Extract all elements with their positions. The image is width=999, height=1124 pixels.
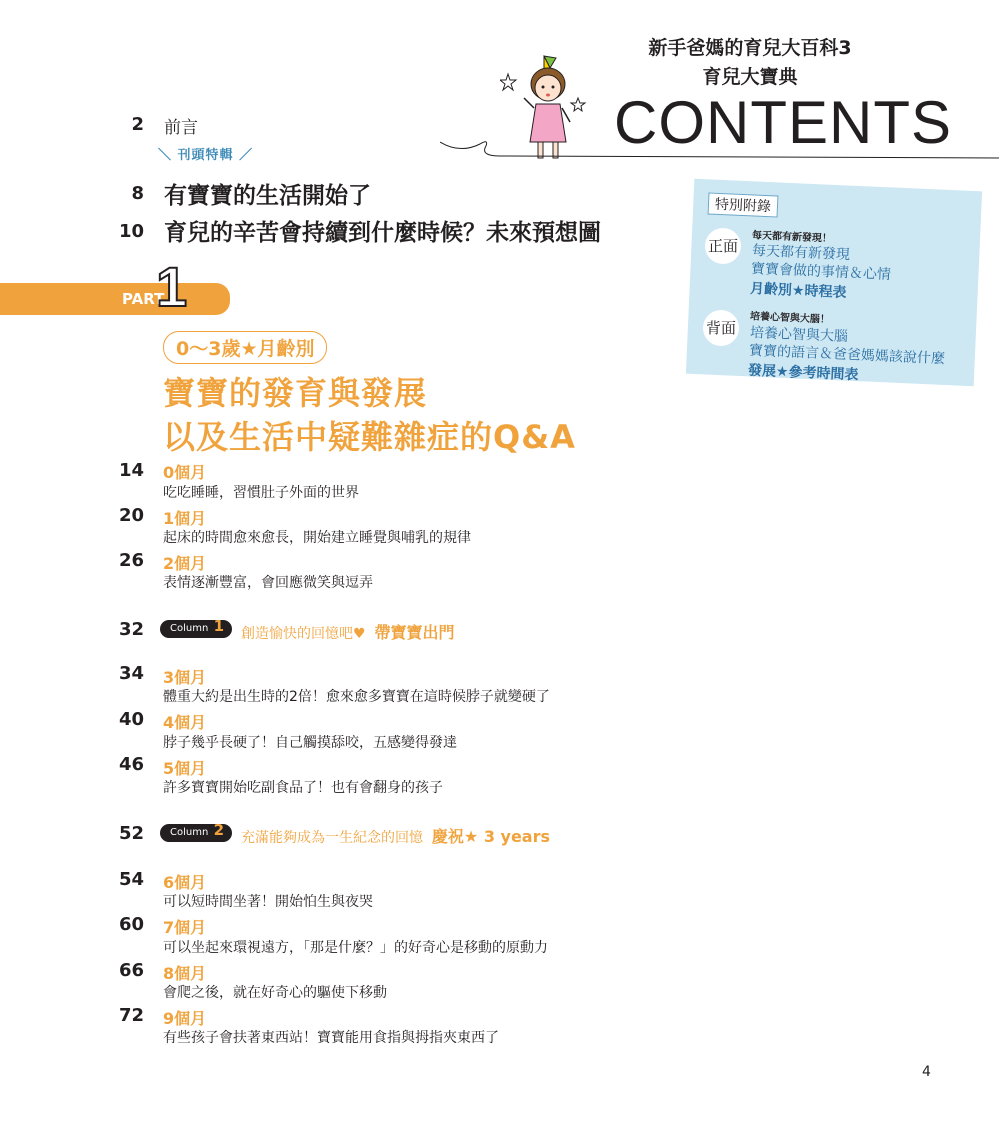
back-line1: 培養心智與大腦 bbox=[749, 324, 849, 346]
month-page: 60 bbox=[118, 914, 144, 935]
column-page: 32 bbox=[118, 619, 144, 640]
back-side-badge: 背面 bbox=[703, 310, 739, 346]
column-badge-label: Column bbox=[170, 623, 209, 634]
column-title[interactable] bbox=[241, 824, 550, 847]
part-label: PART bbox=[122, 290, 165, 308]
column-badge-number: 2 bbox=[213, 821, 224, 839]
special-feature-label: ＼ 刊頭特輯 ／ bbox=[158, 148, 254, 163]
contents-heading: CONTENTS bbox=[614, 89, 952, 156]
month-title[interactable]: 8個月 bbox=[163, 964, 207, 983]
part-headline-line2: 以及生活中疑難雜症的Q&A bbox=[163, 418, 576, 456]
back-line3: 發展★參考時間表 bbox=[747, 362, 859, 384]
age-range-pill: 0〜3歲★月齡別 bbox=[163, 331, 327, 364]
month-title[interactable]: 3個月 bbox=[163, 668, 207, 687]
column-text: 創造愉快的回憶吧♥ bbox=[241, 626, 366, 642]
month-desc: 可以坐起來環視遠方，「那是什麼？」的好奇心是移動的原動力 bbox=[163, 940, 548, 956]
back-small: 培養心智與大腦！ bbox=[749, 311, 831, 326]
month-title[interactable]: 5個月 bbox=[163, 759, 207, 778]
month-page: 26 bbox=[118, 550, 144, 571]
book-title bbox=[580, 34, 920, 92]
page-number: 4 bbox=[922, 1064, 931, 1080]
month-page: 14 bbox=[118, 460, 144, 481]
front-line3: 月齡別★時程表 bbox=[749, 280, 847, 302]
part-headline-line1: 寶寶的發育與發展 bbox=[163, 374, 428, 412]
book-title-line2: 育兒大寶典 bbox=[702, 66, 798, 88]
feature-page: 10 bbox=[118, 221, 144, 242]
month-title[interactable]: 0個月 bbox=[163, 463, 207, 482]
part-bar bbox=[0, 283, 230, 315]
month-title[interactable]: 2個月 bbox=[163, 554, 207, 573]
month-desc: 表情逐漸豐富，會回應微笑與逗弄 bbox=[163, 575, 373, 591]
month-desc: 可以短時間坐著！開始怕生與夜哭 bbox=[163, 894, 373, 910]
appendix-tag: 特別附錄 bbox=[708, 192, 779, 217]
part-number: 1 bbox=[156, 255, 188, 318]
month-desc: 許多寶寶開始吃副食品了！也有會翻身的孩子 bbox=[163, 780, 443, 796]
back-line2: 寶寶的語言＆爸爸媽媽該說什麼 bbox=[748, 342, 946, 368]
month-title[interactable]: 9個月 bbox=[163, 1009, 207, 1028]
front-line1: 每天都有新發現 bbox=[751, 242, 851, 264]
month-page: 72 bbox=[118, 1005, 144, 1026]
feature-page: 8 bbox=[131, 183, 144, 204]
front-side-badge: 正面 bbox=[705, 228, 741, 264]
month-page: 54 bbox=[118, 869, 144, 890]
decorative-line bbox=[440, 130, 999, 170]
feature-title[interactable]: 有寶寶的生活開始了 bbox=[164, 183, 371, 209]
month-desc: 體重大約是出生時的2倍！愈來愈多寶寶在這時候脖子就變硬了 bbox=[163, 689, 550, 705]
column-emphasis: 帶寶寶出門 bbox=[374, 623, 455, 642]
front-line2: 寶寶會做的事情＆心情 bbox=[750, 260, 892, 284]
column-text: 充滿能夠成為一生紀念的回憶 bbox=[241, 830, 423, 846]
month-desc: 有些孩子會扶著東西站！寶寶能用食指與拇指夾東西了 bbox=[163, 1030, 499, 1046]
month-title[interactable]: 4個月 bbox=[163, 713, 207, 732]
month-page: 40 bbox=[118, 709, 144, 730]
month-title[interactable]: 7個月 bbox=[163, 918, 207, 937]
month-title[interactable]: 1個月 bbox=[163, 509, 207, 528]
column-badge-label: Column bbox=[170, 827, 209, 838]
month-page: 34 bbox=[118, 663, 144, 684]
column-badge bbox=[160, 821, 232, 842]
column-badge bbox=[160, 617, 232, 638]
preface-page: 2 bbox=[131, 114, 144, 135]
month-desc: 會爬之後，就在好奇心的驅使下移動 bbox=[163, 985, 387, 1001]
preface-title[interactable]: 前言 bbox=[164, 118, 198, 138]
column-badge-number: 1 bbox=[213, 617, 224, 635]
month-title[interactable]: 6個月 bbox=[163, 873, 207, 892]
column-emphasis: 慶祝★ 3 years bbox=[431, 827, 551, 846]
column-page: 52 bbox=[118, 823, 144, 844]
month-page: 66 bbox=[118, 960, 144, 981]
month-page: 20 bbox=[118, 505, 144, 526]
book-title-line1: 新手爸媽的育兒大百科3 bbox=[648, 37, 852, 59]
month-desc: 脖子幾乎長硬了！自己觸摸舔咬，五感變得發達 bbox=[163, 735, 457, 751]
special-feature-label-text: 刊頭特輯 bbox=[177, 148, 234, 163]
month-page: 46 bbox=[118, 754, 144, 775]
front-small: 每天都有新發現！ bbox=[751, 230, 833, 245]
month-desc: 起床的時間愈來愈長，開始建立睡覺與哺乳的規律 bbox=[163, 530, 471, 546]
column-title[interactable] bbox=[241, 620, 454, 643]
feature-title[interactable]: 育兒的辛苦會持續到什麼時候？未來預想圖 bbox=[164, 220, 601, 246]
month-desc: 吃吃睡睡，習慣肚子外面的世界 bbox=[163, 485, 359, 501]
